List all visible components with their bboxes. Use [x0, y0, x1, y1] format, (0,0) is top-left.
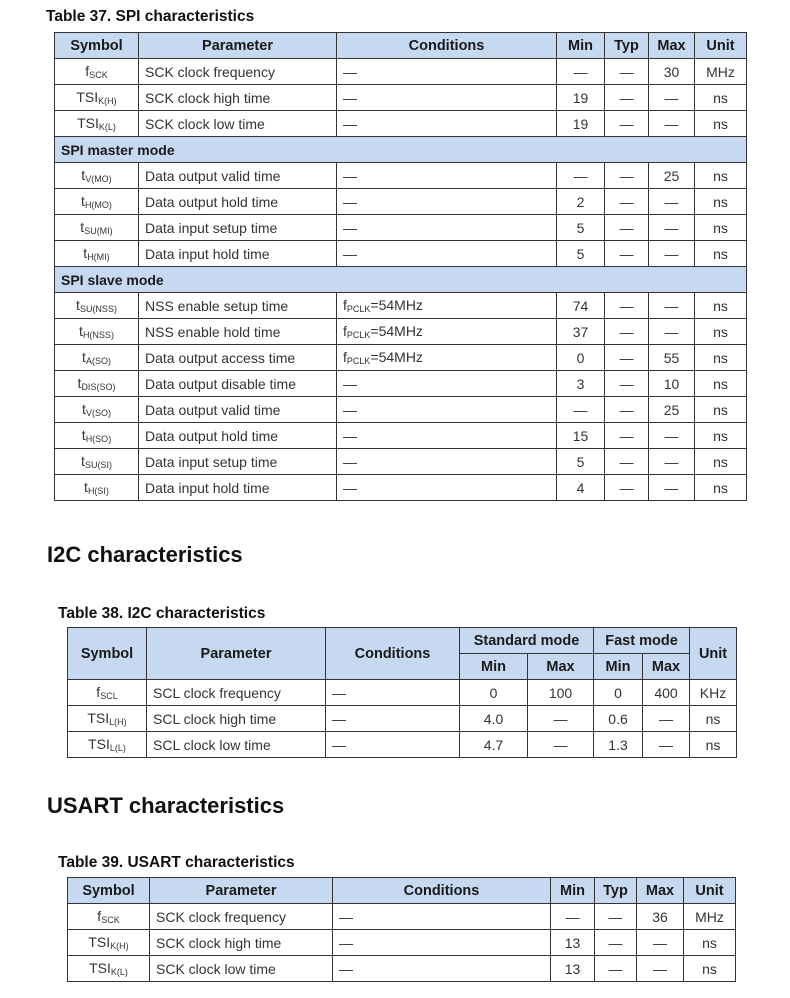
typ-cell: — [605, 293, 649, 319]
symbol-subscript: H(MO) [84, 200, 112, 210]
symbol-main: t [76, 297, 80, 313]
cond-subscript: PCLK [346, 304, 371, 314]
max-cell: — [649, 475, 695, 501]
header-fast-min: Min [594, 654, 643, 680]
max-cell: — [637, 930, 684, 956]
table-row [55, 371, 747, 397]
table-row [55, 293, 747, 319]
header-symbol: Symbol [68, 878, 150, 904]
header-parameter: Parameter [139, 33, 337, 59]
typ-cell: — [595, 956, 637, 982]
typ-cell: — [605, 397, 649, 423]
max-cell: 25 [649, 163, 695, 189]
usart-header-row [68, 878, 736, 904]
table-row [68, 930, 736, 956]
symbol-subscript: K(H) [98, 96, 117, 106]
conditions-cell: — [337, 59, 557, 85]
cond-subscript: PCLK [346, 356, 371, 366]
unit-cell: ns [695, 475, 747, 501]
conditions-cell: — [337, 397, 557, 423]
header-unit: Unit [684, 878, 736, 904]
min-cell: — [557, 163, 605, 189]
table-row [55, 345, 747, 371]
spi-table [54, 32, 747, 501]
unit-cell: ns [695, 397, 747, 423]
fast-min-cell: 0.6 [594, 706, 643, 732]
symbol-subscript: K(H) [110, 941, 129, 951]
spi-slave-mode-section-label: SPI slave mode [55, 267, 747, 293]
usart-table-caption: Table 39. USART characteristics [58, 854, 295, 871]
header-fast-mode: Fast mode [594, 628, 690, 654]
cond-f: f [343, 323, 347, 339]
typ-cell: — [595, 904, 637, 930]
header-conditions: Conditions [326, 628, 460, 680]
parameter-cell: Data input setup time [139, 215, 337, 241]
conditions-cell: — [333, 956, 551, 982]
parameter-cell: SCL clock high time [147, 706, 326, 732]
fast-max-cell: — [643, 732, 690, 758]
header-typ: Typ [595, 878, 637, 904]
symbol-main: TSI [88, 934, 111, 950]
min-cell: 0 [557, 345, 605, 371]
typ-cell: — [605, 241, 649, 267]
parameter-cell: SCL clock frequency [147, 680, 326, 706]
typ-cell: — [605, 189, 649, 215]
i2c-table [67, 627, 737, 758]
symbol-subscript: A(SO) [85, 356, 111, 366]
cond-value: =54MHz [370, 323, 423, 339]
symbol-main: f [85, 63, 90, 79]
symbol-subscript: SCK [101, 915, 120, 925]
i2c-table-caption: Table 38. I2C characteristics [58, 605, 266, 622]
header-max: Max [637, 878, 684, 904]
conditions-cell: — [326, 706, 460, 732]
table-row [68, 732, 737, 758]
symbol-main: TSI [87, 710, 110, 726]
max-cell: — [649, 449, 695, 475]
symbol-main: TSI [89, 960, 111, 976]
parameter-cell: NSS enable hold time [139, 319, 337, 345]
symbol-cell [55, 475, 139, 501]
symbol-main: t [81, 453, 85, 469]
conditions-cell: — [337, 163, 557, 189]
min-cell: — [557, 397, 605, 423]
header-unit: Unit [695, 33, 747, 59]
table-row [55, 475, 747, 501]
parameter-cell: NSS enable setup time [139, 293, 337, 319]
header-typ: Typ [605, 33, 649, 59]
min-cell: 19 [557, 85, 605, 111]
parameter-cell: Data output disable time [139, 371, 337, 397]
min-cell: 13 [551, 956, 595, 982]
symbol-main: TSI [76, 89, 99, 105]
min-cell: 3 [557, 371, 605, 397]
max-cell: — [649, 215, 695, 241]
i2c-header-row-1 [68, 628, 737, 654]
max-cell: 55 [649, 345, 695, 371]
table-row [55, 423, 747, 449]
symbol-subscript: H(SI) [87, 486, 109, 496]
header-fast-max: Max [643, 654, 690, 680]
unit-cell: ns [690, 706, 737, 732]
conditions-cell [337, 319, 557, 345]
unit-cell: ns [684, 930, 736, 956]
symbol-subscript: SCK [89, 70, 108, 80]
symbol-main: f [97, 908, 102, 924]
i2c-section-title: I2C characteristics [47, 542, 243, 567]
table-row [68, 904, 736, 930]
symbol-subscript: K(L) [98, 122, 116, 132]
min-cell: — [551, 904, 595, 930]
symbol-subscript: V(MO) [85, 174, 112, 184]
header-unit: Unit [690, 628, 737, 680]
spi-header-row [55, 33, 747, 59]
unit-cell: ns [690, 732, 737, 758]
min-cell: 37 [557, 319, 605, 345]
symbol-main: f [96, 684, 101, 700]
symbol-cell [55, 449, 139, 475]
typ-cell: — [605, 319, 649, 345]
table-row [55, 241, 747, 267]
cond-value: =54MHz [370, 297, 423, 313]
symbol-cell [68, 706, 147, 732]
spi-table-caption: Table 37. SPI characteristics [46, 8, 255, 25]
unit-cell: MHz [695, 59, 747, 85]
symbol-main: t [80, 219, 85, 235]
unit-cell: KHz [690, 680, 737, 706]
symbol-cell [55, 345, 139, 371]
header-parameter: Parameter [147, 628, 326, 680]
header-symbol: Symbol [55, 33, 139, 59]
symbol-main: t [81, 427, 86, 443]
max-cell: — [649, 241, 695, 267]
unit-cell: ns [695, 293, 747, 319]
symbol-subscript: H(NSS) [82, 330, 114, 340]
parameter-cell: Data input hold time [139, 475, 337, 501]
symbol-main: t [77, 375, 82, 391]
symbol-cell [55, 241, 139, 267]
unit-cell: ns [695, 215, 747, 241]
symbol-subscript: SCL [100, 691, 118, 701]
conditions-cell: — [326, 680, 460, 706]
unit-cell: ns [695, 423, 747, 449]
symbol-cell [68, 956, 150, 982]
typ-cell: — [605, 111, 649, 137]
symbol-cell [55, 371, 139, 397]
standard-max-cell: — [528, 732, 594, 758]
min-cell: 5 [557, 449, 605, 475]
unit-cell: ns [695, 449, 747, 475]
parameter-cell: Data output hold time [139, 423, 337, 449]
conditions-cell: — [337, 423, 557, 449]
typ-cell: — [605, 163, 649, 189]
fast-min-cell: 1.3 [594, 732, 643, 758]
symbol-main: t [81, 193, 85, 209]
standard-min-cell: 4.7 [460, 732, 528, 758]
parameter-cell: SCK clock frequency [150, 904, 333, 930]
cond-value: =54MHz [370, 349, 423, 365]
table-row [55, 319, 747, 345]
typ-cell: — [605, 449, 649, 475]
min-cell: 2 [557, 189, 605, 215]
unit-cell: ns [695, 319, 747, 345]
parameter-cell: Data output valid time [139, 397, 337, 423]
typ-cell: — [605, 475, 649, 501]
unit-cell: ns [695, 163, 747, 189]
symbol-subscript: V(SO) [85, 408, 111, 418]
table-row [55, 85, 747, 111]
symbol-subscript: H(MI) [87, 252, 110, 262]
max-cell: — [649, 85, 695, 111]
typ-cell: — [605, 371, 649, 397]
min-cell: 13 [551, 930, 595, 956]
symbol-subscript: H(SO) [85, 434, 112, 444]
min-cell: — [557, 59, 605, 85]
symbol-main: t [81, 167, 86, 183]
typ-cell: — [605, 423, 649, 449]
min-cell: 5 [557, 241, 605, 267]
unit-cell: MHz [684, 904, 736, 930]
symbol-cell [55, 85, 139, 111]
symbol-main: t [84, 479, 88, 495]
symbol-main: t [82, 349, 86, 365]
unit-cell: ns [695, 111, 747, 137]
typ-cell: — [605, 215, 649, 241]
max-cell: 25 [649, 397, 695, 423]
conditions-cell: — [337, 85, 557, 111]
symbol-cell [55, 319, 139, 345]
symbol-cell [68, 680, 147, 706]
parameter-cell: Data output access time [139, 345, 337, 371]
unit-cell: ns [695, 371, 747, 397]
spi-slave-mode-section [55, 267, 747, 293]
conditions-cell: — [326, 732, 460, 758]
min-cell: 4 [557, 475, 605, 501]
table-row [55, 449, 747, 475]
parameter-cell: SCK clock high time [150, 930, 333, 956]
max-cell: 10 [649, 371, 695, 397]
header-conditions: Conditions [337, 33, 557, 59]
symbol-cell [55, 111, 139, 137]
header-min: Min [557, 33, 605, 59]
symbol-main: t [82, 401, 86, 417]
header-standard-min: Min [460, 654, 528, 680]
symbol-subscript: L(H) [109, 717, 127, 727]
table-row [55, 397, 747, 423]
symbol-cell [55, 189, 139, 215]
table-row [68, 680, 737, 706]
symbol-main: t [83, 245, 88, 261]
header-parameter: Parameter [150, 878, 333, 904]
header-standard-mode: Standard mode [460, 628, 594, 654]
conditions-cell: — [337, 371, 557, 397]
conditions-cell: — [337, 241, 557, 267]
symbol-cell [68, 930, 150, 956]
table-row [68, 956, 736, 982]
usart-table [67, 877, 736, 982]
parameter-cell: Data input setup time [139, 449, 337, 475]
parameter-cell: SCL clock low time [147, 732, 326, 758]
unit-cell: ns [695, 85, 747, 111]
conditions-cell [337, 345, 557, 371]
symbol-subscript: SU(MI) [84, 226, 113, 236]
header-standard-max: Max [528, 654, 594, 680]
standard-min-cell: 4.0 [460, 706, 528, 732]
unit-cell: ns [684, 956, 736, 982]
conditions-cell: — [337, 189, 557, 215]
table-row [55, 215, 747, 241]
symbol-cell [55, 293, 139, 319]
symbol-subscript: K(L) [110, 967, 128, 977]
cond-subscript: PCLK [346, 330, 371, 340]
conditions-cell: — [337, 449, 557, 475]
header-min: Min [551, 878, 595, 904]
max-cell: — [649, 319, 695, 345]
fast-max-cell: 400 [643, 680, 690, 706]
table-row [55, 111, 747, 137]
min-cell: 15 [557, 423, 605, 449]
usart-section-title: USART characteristics [47, 793, 285, 818]
parameter-cell: SCK clock low time [150, 956, 333, 982]
symbol-subscript: SU(SI) [84, 460, 112, 470]
conditions-cell: — [337, 475, 557, 501]
header-symbol: Symbol [68, 628, 147, 680]
header-max: Max [649, 33, 695, 59]
conditions-cell [337, 293, 557, 319]
parameter-cell: Data input hold time [139, 241, 337, 267]
typ-cell: — [605, 85, 649, 111]
min-cell: 74 [557, 293, 605, 319]
conditions-cell: — [333, 904, 551, 930]
symbol-cell [55, 397, 139, 423]
header-conditions: Conditions [333, 878, 551, 904]
max-cell: — [649, 293, 695, 319]
conditions-cell: — [337, 215, 557, 241]
table-row [55, 189, 747, 215]
symbol-cell [68, 732, 147, 758]
standard-max-cell: 100 [528, 680, 594, 706]
symbol-subscript: DIS(SO) [81, 382, 116, 392]
max-cell: 36 [637, 904, 684, 930]
spi-master-mode-section [55, 137, 747, 163]
parameter-cell: Data output hold time [139, 189, 337, 215]
unit-cell: ns [695, 345, 747, 371]
conditions-cell: — [333, 930, 551, 956]
symbol-subscript: L(L) [109, 743, 126, 753]
symbol-main: TSI [88, 736, 110, 752]
table-row [55, 59, 747, 85]
fast-min-cell: 0 [594, 680, 643, 706]
unit-cell: ns [695, 241, 747, 267]
symbol-cell [55, 59, 139, 85]
standard-min-cell: 0 [460, 680, 528, 706]
parameter-cell: SCK clock high time [139, 85, 337, 111]
fast-max-cell: — [643, 706, 690, 732]
typ-cell: — [605, 59, 649, 85]
parameter-cell: Data output valid time [139, 163, 337, 189]
table-row [68, 706, 737, 732]
symbol-cell [55, 423, 139, 449]
max-cell: — [649, 111, 695, 137]
min-cell: 19 [557, 111, 605, 137]
symbol-cell [55, 163, 139, 189]
symbol-cell [55, 215, 139, 241]
symbol-subscript: SU(NSS) [79, 304, 117, 314]
symbol-main: TSI [77, 115, 99, 131]
max-cell: 30 [649, 59, 695, 85]
cond-f: f [343, 297, 347, 313]
typ-cell: — [595, 930, 637, 956]
spi-master-mode-section-label: SPI master mode [55, 137, 747, 163]
unit-cell: ns [695, 189, 747, 215]
conditions-cell: — [337, 111, 557, 137]
cond-f: f [343, 349, 347, 365]
max-cell: — [649, 423, 695, 449]
standard-max-cell: — [528, 706, 594, 732]
parameter-cell: SCK clock low time [139, 111, 337, 137]
table-row [55, 163, 747, 189]
min-cell: 5 [557, 215, 605, 241]
symbol-main: t [79, 323, 83, 339]
max-cell: — [649, 189, 695, 215]
parameter-cell: SCK clock frequency [139, 59, 337, 85]
typ-cell: — [605, 345, 649, 371]
symbol-cell [68, 904, 150, 930]
max-cell: — [637, 956, 684, 982]
